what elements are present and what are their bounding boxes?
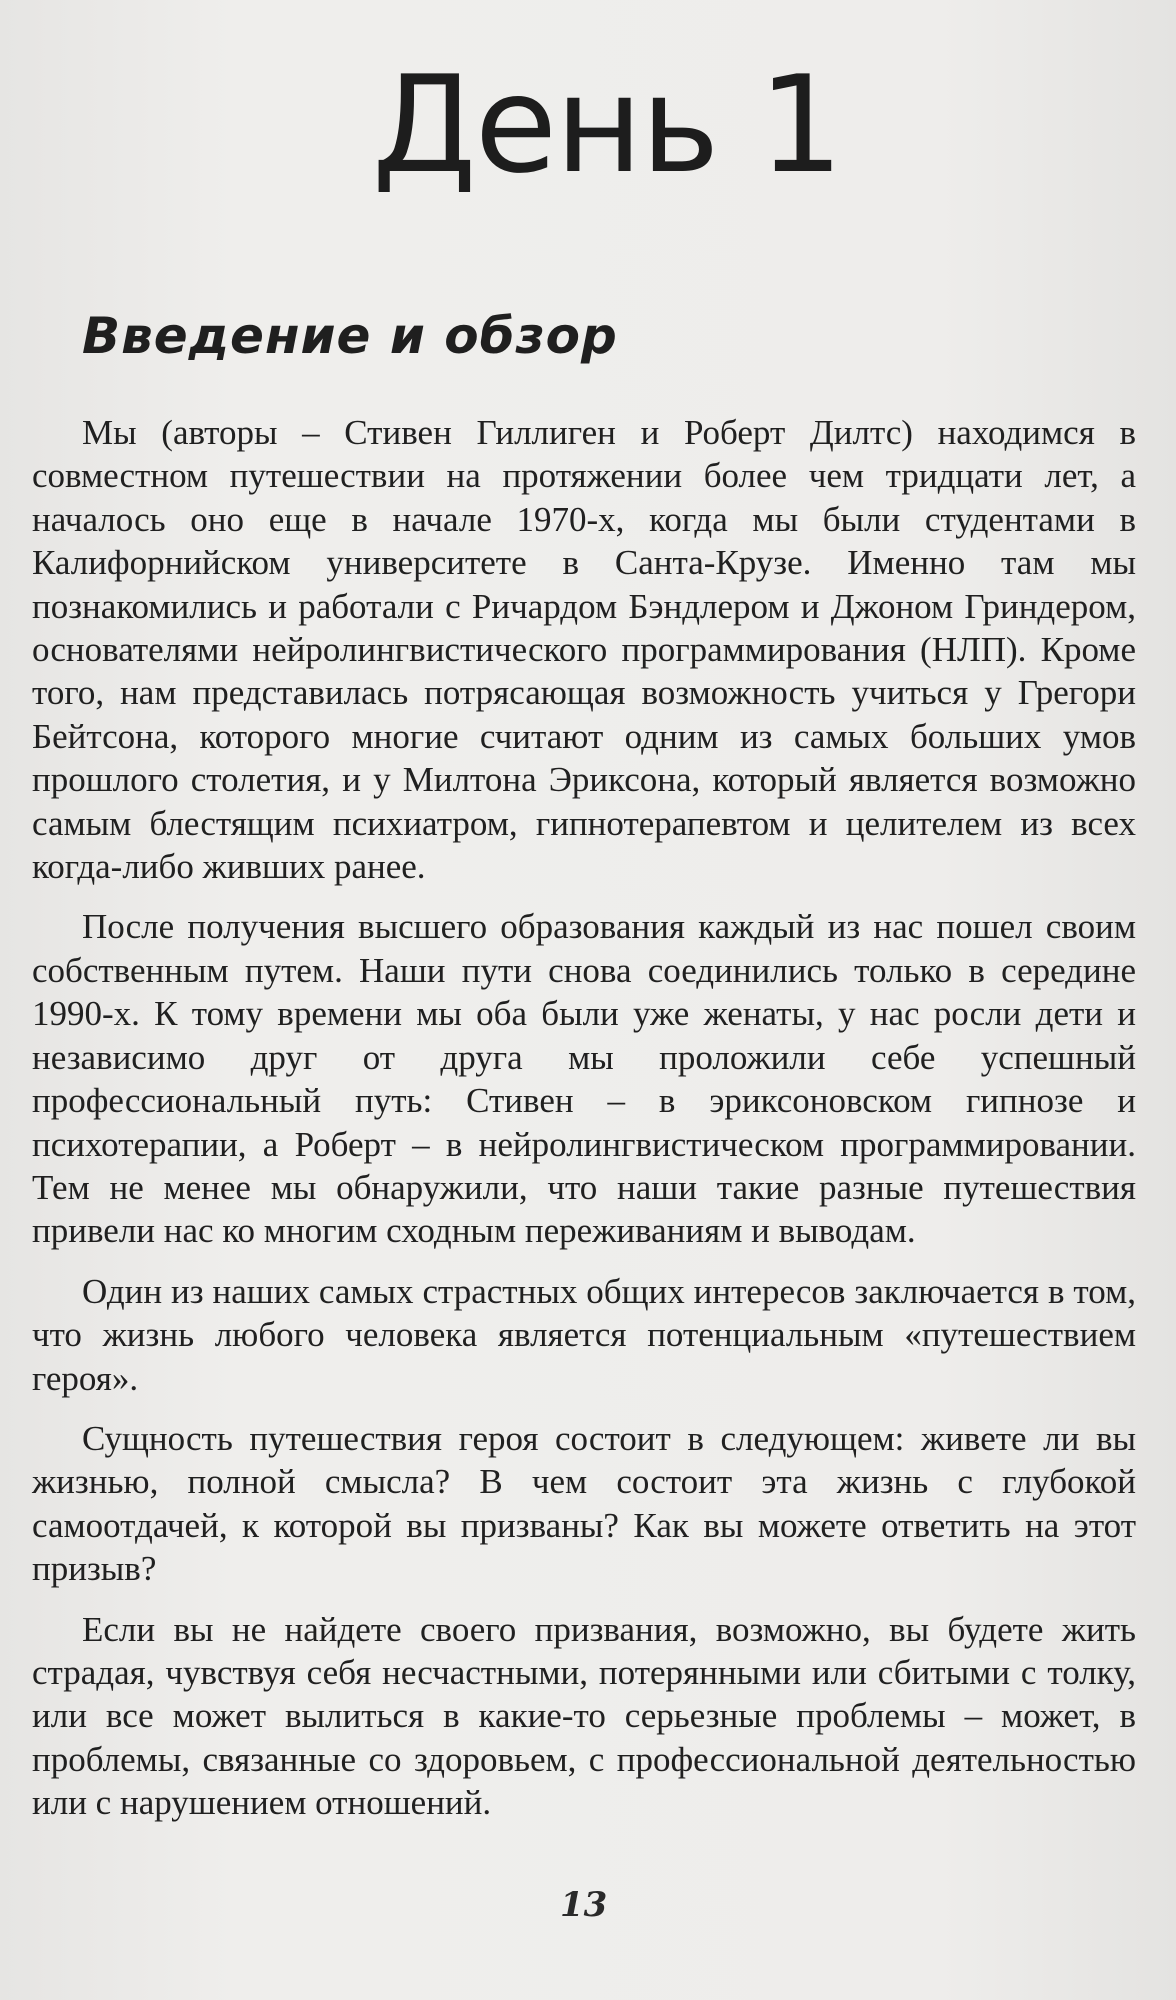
section-title: Введение и обзор [82, 307, 618, 365]
paragraph: Мы (авторы – Стивен Гиллиген и Роберт Дилтс) находимся в совместном путешествии на протяжении более чем тридцати лет, а началось оно еще в начале 1970-х, когда мы были студентами в Калифорнийском университете в Санта-Крузе. Именно там мы познакомились и работали с Ричардом Бэндлером и Джоном Гриндером, основателями нейролингвистического программирования (НЛП). Кроме того, нам представилась потрясающая возможность учиться у Грегори Бейтсона, которого многие считают одним из самых больших умов прошлого столетия, и у Милтона Эриксона, который является возможно самым блестящим психиатром, гипнотерапевтом и целителем из всех когда-либо живших ранее. [32, 413, 1136, 887]
paragraph: Если вы не найдете своего призвания, возможно, вы будете жить страдая, чувствуя себя несчастными, потерянными или сбитыми с толку, или все может вылиться в какие-то серьезные проблемы – может, в проблемы, связанные со здоровьем, с профессиональной деятельностью или с нарушением отношений. [32, 1609, 1136, 1823]
paragraph: Один из наших самых страстных общих интересов заключается в том, что жизнь любого человека является потенциальным «путешествием героя». [32, 1271, 1136, 1398]
chapter-title: День 1 [372, 47, 842, 203]
body-text [32, 411, 1136, 1842]
page-number: 13 [560, 1885, 608, 1925]
paragraph: После получения высшего образования каждый из нас пошел своим собственным путем. Наши пути снова соединились только в середине 1990-х. К тому времени мы оба были уже женаты, у нас росли дети и независимо друг от друга мы проложили себе успешный профессиональный путь: Стивен – в эриксоновском гипнозе и психотерапии, а Роберт – в нейролингвистическом программировании. Тем не менее мы обнаружили, что наши такие разные путешествия привели нас ко многим сходным переживаниям и выводам. [32, 907, 1136, 1251]
paragraph: Сущность путешествия героя состоит в следующем: живете ли вы жизнью, полной смысла? В чем состоит эта жизнь с глубокой самоотдачей, к которой вы призваны? Как вы можете ответить на этот призыв? [32, 1418, 1136, 1589]
